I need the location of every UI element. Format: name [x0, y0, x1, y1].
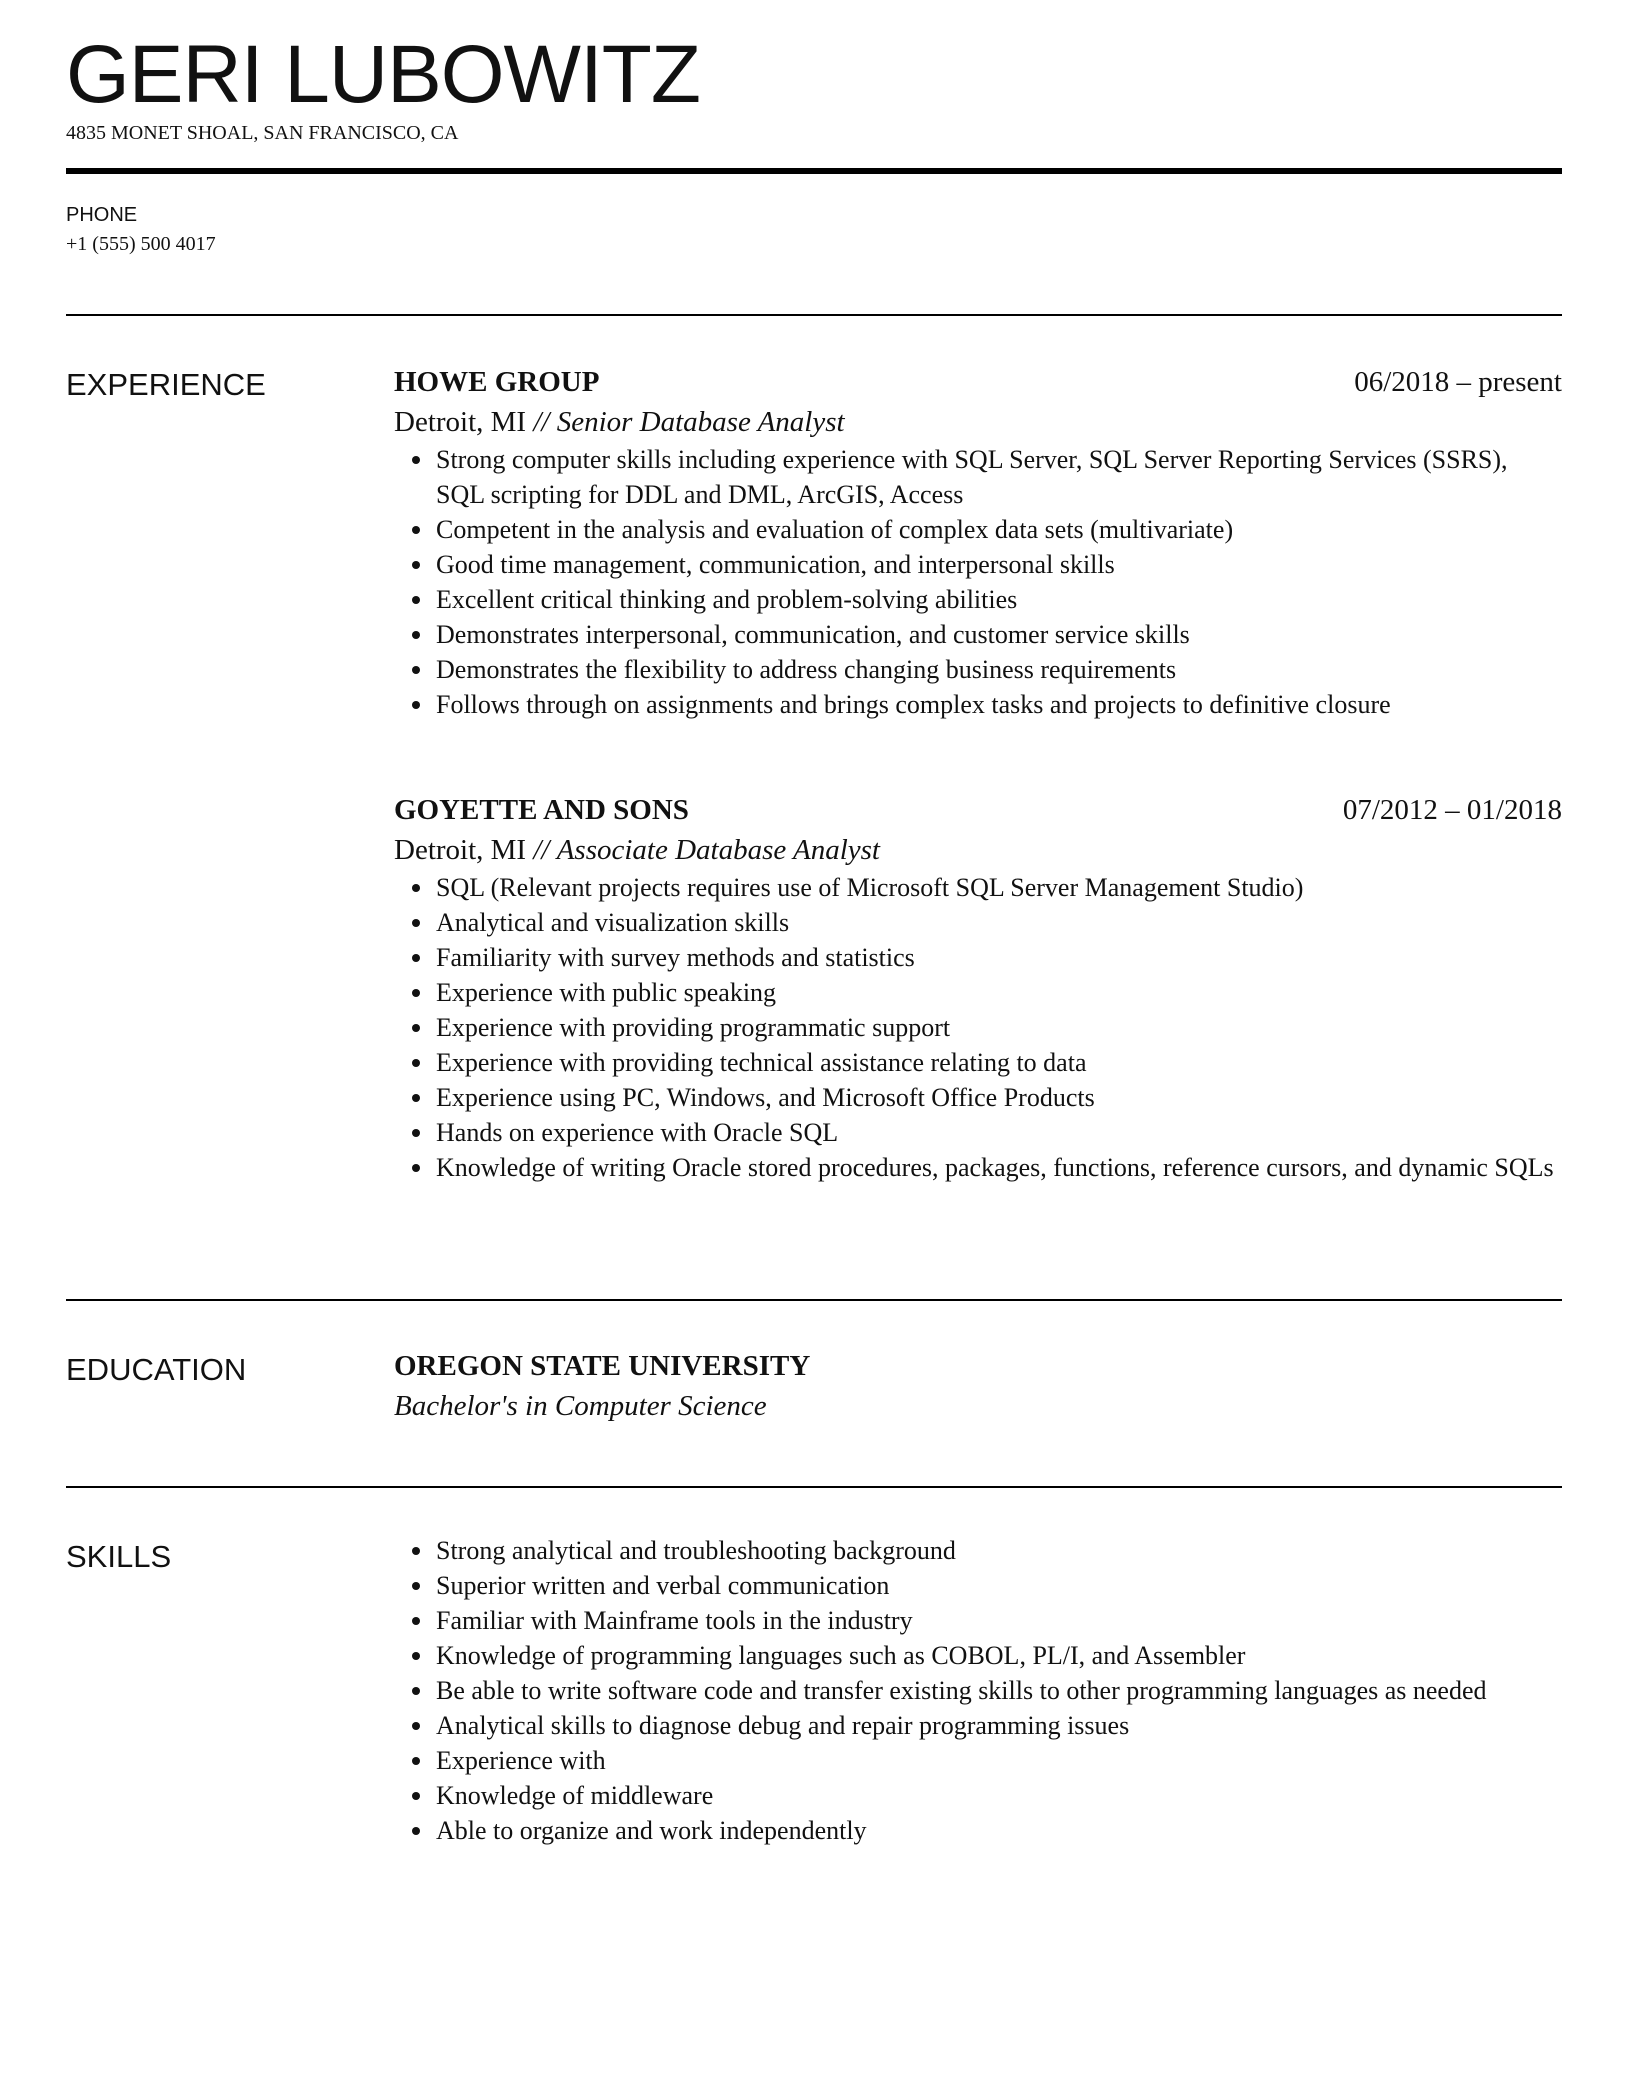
skills-entry	[394, 1533, 1562, 1848]
job-subtitle	[394, 402, 1562, 442]
job-title: Senior Database Analyst	[556, 406, 845, 438]
list-item: Demonstrates interpersonal, communication, and customer service skills	[394, 617, 1562, 652]
job-header	[394, 790, 1562, 830]
list-item: Familiarity with survey methods and statistics	[394, 940, 1562, 975]
list-item: Analytical and visualization skills	[394, 905, 1562, 940]
list-item: Excellent critical thinking and problem-solving abilities	[394, 582, 1562, 617]
section-label-experience: EXPERIENCE	[66, 367, 266, 402]
job-location: Detroit, MI	[394, 406, 527, 438]
list-item: Hands on experience with Oracle SQL	[394, 1115, 1562, 1150]
job-dates: 07/2012 – 01/2018	[1342, 794, 1562, 826]
skills-list	[394, 1533, 1562, 1848]
list-item: Demonstrates the flexibility to address changing business requirements	[394, 652, 1562, 687]
degree: Bachelor's in Computer Science	[394, 1390, 767, 1422]
job-title: Associate Database Analyst	[556, 834, 880, 866]
job-location: Detroit, MI	[394, 834, 527, 866]
list-item: Strong computer skills including experience with SQL Server, SQL Server Reporting Services (SSRS), SQL scripting for DDL and DML, ArcGIS, Access	[394, 442, 1562, 512]
job-entry	[394, 362, 1562, 722]
section-label-education: EDUCATION	[66, 1352, 247, 1387]
header-divider	[66, 168, 1562, 174]
list-item: Good time management, communication, and interpersonal skills	[394, 547, 1562, 582]
list-item: Knowledge of writing Oracle stored procedures, packages, functions, reference cursors, and dynamic SQLs	[394, 1150, 1562, 1185]
list-item: Strong analytical and troubleshooting background	[394, 1533, 1562, 1568]
list-item: Able to organize and work independently	[394, 1813, 1562, 1848]
section-divider-skills	[66, 1486, 1562, 1488]
list-item: Experience using PC, Windows, and Microsoft Office Products	[394, 1080, 1562, 1115]
job-header	[394, 362, 1562, 402]
list-item: Experience with public speaking	[394, 975, 1562, 1010]
list-item: Analytical skills to diagnose debug and repair programming issues	[394, 1708, 1562, 1743]
list-item: Follows through on assignments and brings complex tasks and projects to definitive closure	[394, 687, 1562, 722]
list-item: Experience with providing technical assistance relating to data	[394, 1045, 1562, 1080]
employer-name: GOYETTE AND SONS	[394, 794, 689, 826]
list-item: Knowledge of middleware	[394, 1778, 1562, 1813]
candidate-address: 4835 MONET SHOAL, SAN FRANCISCO, CA	[66, 122, 459, 144]
section-divider-education	[66, 1299, 1562, 1301]
list-item: Experience with	[394, 1743, 1562, 1778]
list-item: SQL (Relevant projects requires use of Microsoft SQL Server Management Studio)	[394, 870, 1562, 905]
job-dates: 06/2018 – present	[1354, 366, 1562, 398]
job-separator: //	[533, 834, 550, 866]
phone-label: PHONE	[66, 204, 138, 226]
job-bullets	[394, 870, 1562, 1185]
job-entry	[394, 790, 1562, 1185]
employer-name: HOWE GROUP	[394, 366, 600, 398]
list-item: Superior written and verbal communication	[394, 1568, 1562, 1603]
job-bullets	[394, 442, 1562, 722]
job-subtitle	[394, 830, 1562, 870]
job-separator: //	[533, 406, 550, 438]
list-item: Competent in the analysis and evaluation of complex data sets (multivariate)	[394, 512, 1562, 547]
school-name: OREGON STATE UNIVERSITY	[394, 1350, 811, 1382]
section-label-skills: SKILLS	[66, 1539, 172, 1574]
list-item: Familiar with Mainframe tools in the industry	[394, 1603, 1562, 1638]
phone-value: +1 (555) 500 4017	[66, 233, 216, 255]
section-divider-experience	[66, 314, 1562, 316]
list-item: Knowledge of programming languages such as COBOL, PL/I, and Assembler	[394, 1638, 1562, 1673]
list-item: Be able to write software code and transfer existing skills to other programming languages as needed	[394, 1673, 1562, 1708]
list-item: Experience with providing programmatic support	[394, 1010, 1562, 1045]
education-entry	[394, 1346, 1562, 1426]
candidate-name: GERI LUBOWITZ	[66, 29, 700, 120]
